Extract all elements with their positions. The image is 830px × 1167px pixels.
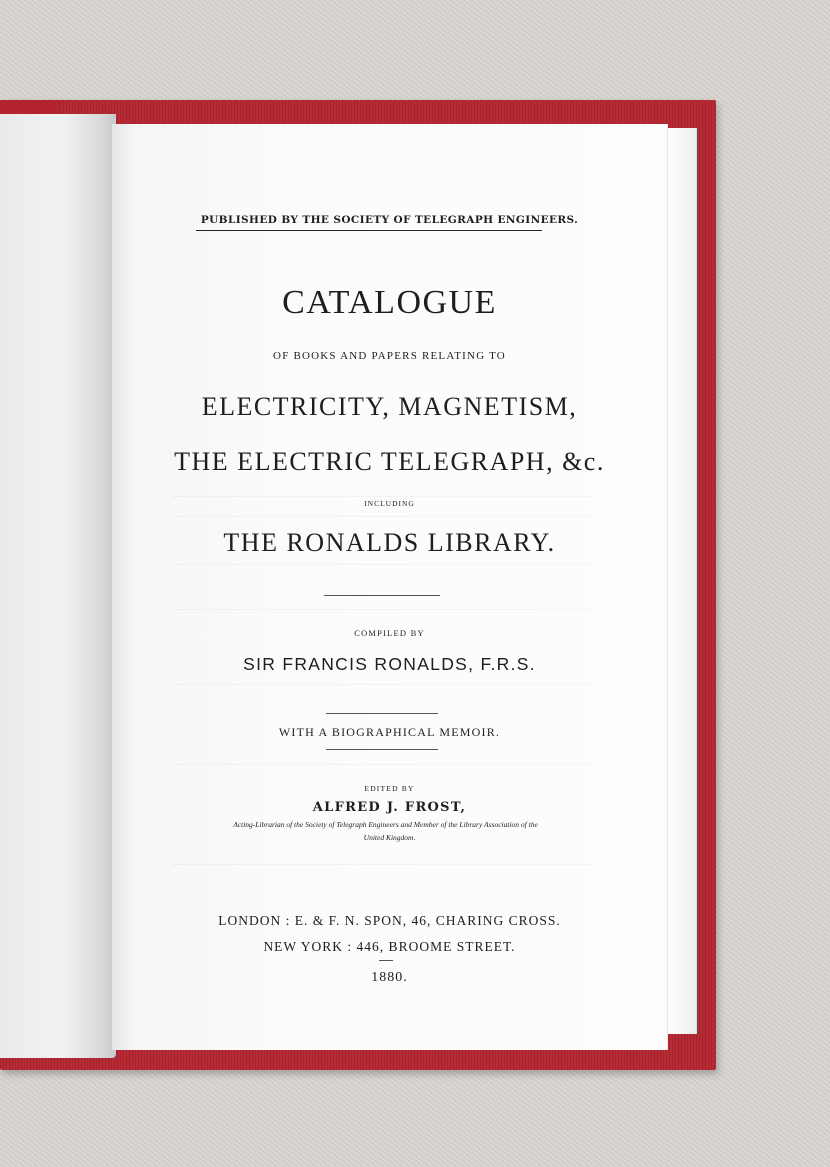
editor-description-line-1: Acting-Librarian of the Society of Telegraph Engineers and Member of the Library Association of the	[233, 820, 538, 829]
book-title: CATALOGUE	[282, 284, 497, 321]
including-label: INCLUDING	[364, 499, 415, 508]
publisher-line: PUBLISHED BY THE SOCIETY OF TELEGRAPH ENGINEERS.	[200, 214, 579, 226]
book-title-subline: OF BOOKS AND PAPERS RELATING TO	[273, 350, 506, 362]
subject-line-3: THE RONALDS LIBRARY.	[223, 528, 556, 557]
publication-year: 1880.	[371, 970, 408, 985]
editor-description-line-2: United Kingdom.	[363, 833, 416, 842]
memoir-line: WITH A BIOGRAPHICAL MEMOIR.	[278, 725, 501, 739]
book-cover-corner	[0, 100, 60, 114]
imprint-london: LONDON : E. & F. N. SPON, 46, CHARING CROSS.	[218, 913, 561, 928]
subject-line-1: ELECTRICITY, MAGNETISM,	[201, 392, 578, 421]
divider-rule	[324, 595, 440, 596]
imprint-newyork: NEW YORK : 446, BROOME STREET.	[263, 939, 516, 954]
publisher-underline	[196, 230, 542, 231]
edited-by-label: EDITED BY	[364, 784, 415, 793]
author-name: SIR FRANCIS RONALDS, F.R.S.	[243, 654, 536, 674]
compiled-by-label: COMPILED BY	[354, 628, 425, 638]
title-page	[112, 124, 667, 1050]
divider-rule-small	[379, 960, 393, 961]
editor-name: ALFRED J. FROST,	[312, 800, 467, 815]
divider-rule	[326, 713, 438, 714]
divider-rule	[326, 749, 438, 750]
subject-line-2: THE ELECTRIC TELEGRAPH, &c.	[174, 447, 605, 476]
left-facing-page	[0, 114, 116, 1058]
title-page-content	[112, 124, 667, 1050]
